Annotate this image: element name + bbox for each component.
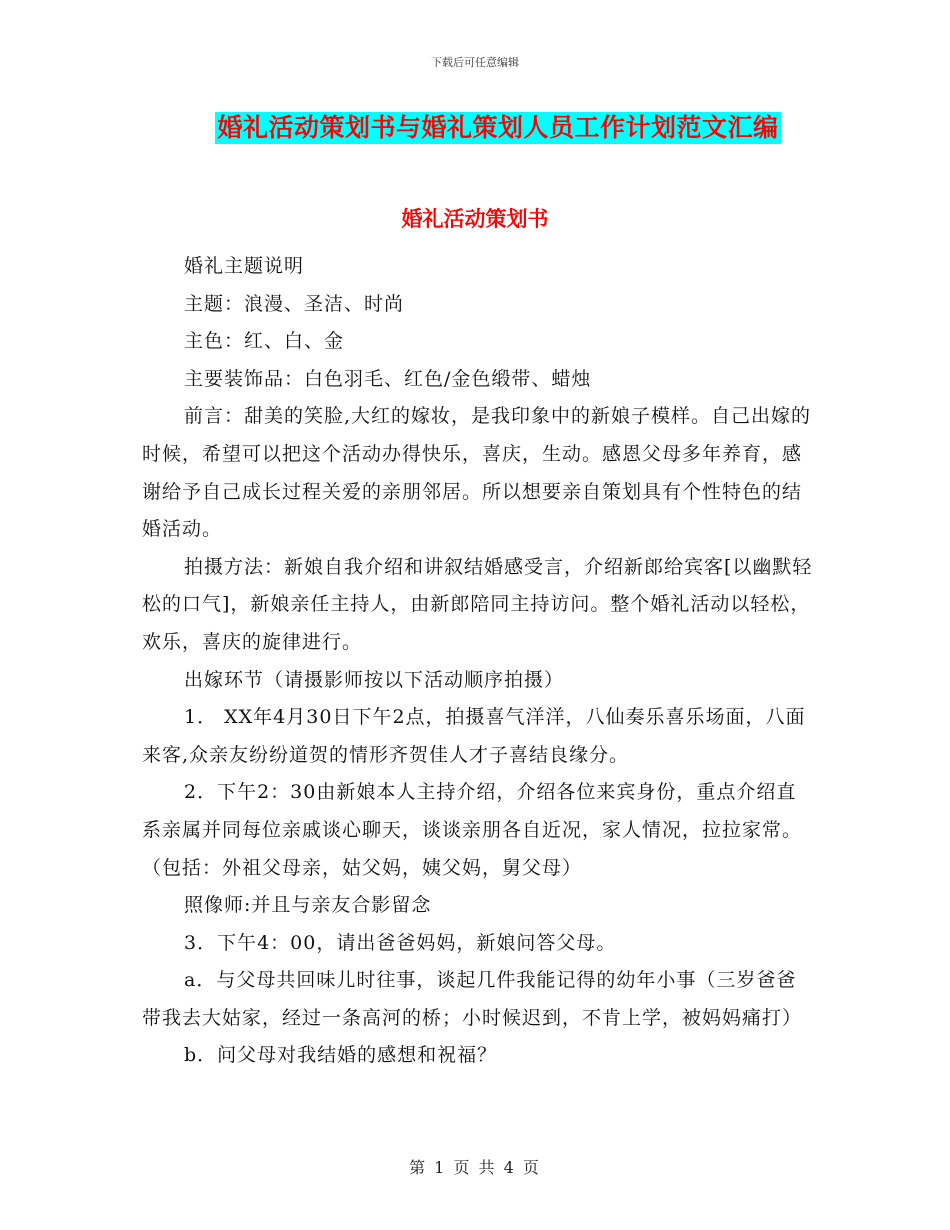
paragraph: a．与父母共回味儿时往事，谈起几件我能记得的幼年小事（三岁爸爸带我去大姑家，经过一条高河的桥；小时候迟到，不肯上学，被妈妈痛打）: [142, 969, 803, 1029]
paragraph: 前言：甜美的笑脸,大红的嫁妆，是我印象中的新娘子模样。自己出嫁的时候，希望可以把这个活动办得快乐，喜庆，生动。感恩父母多年养育，感谢给予自己成长过程关爱的亲朋邻居。所以想要亲自策划具有个性特色的结婚活动。: [142, 405, 812, 541]
main-title-wrap: [0, 112, 950, 144]
paragraph: 主色：红、白、金: [184, 330, 345, 353]
paragraph: 2．下午2：30由新娘本人主持介绍，介绍各位来宾身份，重点介绍直系亲属并同每位亲戚谈心聊天，谈谈亲朋各自近况，家人情况，拉拉家常。（包括：外祖父母亲，姑父妈，姨父妈，舅父母）: [142, 781, 803, 879]
page-number-footer: 第 1 页 共 4 页: [409, 1158, 541, 1177]
paragraph: 婚礼主题说明: [184, 255, 305, 277]
paragraph: 主要装饰品：白色羽毛、红色/金色缎带、蜡烛: [184, 367, 592, 390]
section-title: 婚礼活动策划书: [401, 206, 549, 231]
paragraph: 照像师:并且与亲友合影留念: [184, 894, 432, 917]
paragraph: 出嫁环节（请摄影师按以下活动顺序拍摄）: [184, 668, 565, 691]
header-note: 下载后可任意编辑: [431, 56, 519, 69]
paragraph: 3．下午4：00，请出爸爸妈妈，新娘问答父母。: [184, 931, 617, 954]
paragraph: 主题：浪漫、圣洁、时尚: [184, 292, 405, 315]
document-title: 婚礼活动策划书与婚礼策划人员工作计划范文汇编: [217, 113, 779, 142]
document-body: [142, 248, 814, 1075]
paragraph: 拍摄方法：新娘自我介绍和讲叙结婚感受言，介绍新郎给宾客[以幽默轻松的口气]，新娘亲任主持人，由新郎陪同主持访问。整个婚礼活动以轻松，欢乐，喜庆的旋律进行。: [142, 555, 813, 653]
paragraph: 1． XX年4月30日下午2点，拍摄喜气洋洋，八仙奏乐喜乐场面，八面来客,众亲友纷纷道贺的情形齐贺佳人才子喜结良缘分。: [142, 706, 806, 766]
paragraph: b．问父母对我结婚的感想和祝福？: [184, 1044, 498, 1067]
